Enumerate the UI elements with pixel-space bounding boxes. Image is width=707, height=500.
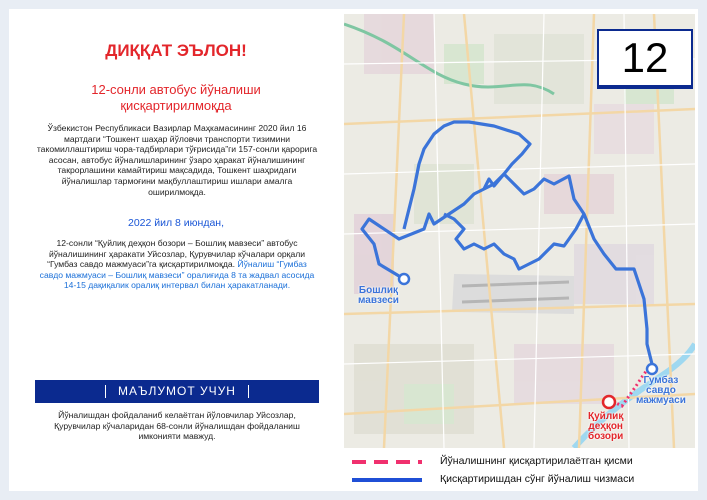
stop-west-marker xyxy=(399,274,409,284)
stop-south-label xyxy=(588,412,623,442)
route-number-box xyxy=(597,29,693,85)
effective-date: 2022 йил 8 июндан, xyxy=(127,217,225,229)
legend-row-shortened xyxy=(344,452,695,470)
stop-south-line-1: Қуйлиқ xyxy=(588,411,624,422)
intro-paragraph: Ўзбекистон Республикаси Вазирлар Маҳкамасининг 2020 йил 16 мартдаги “Тошкент шаҳар йўловчи транспорти тизимини такомиллаштириш чора-тадбирлари тўғрисида”ги 157-сонли қарорига асосан, автобус йўналишларининг ўзаро ҳаракат йўналишининг такрорлашини камайтириш мақсадида, Тошкент шаҳридаги йўналишлар тармоғини мақбуллаштириш ишлари амалга оширилмоқда. xyxy=(36,123,318,197)
alternative-paragraph: Йўналишдан фойдаланиб келаётган йўловчилар Уйсозлар, Қурувчилар кўчаларидан 68-сонли йўналишдан фойдаланиш имконияти мавжуд. xyxy=(54,410,300,442)
change-text: 12-сонли “Қуйлиқ деҳқон бозори – Бошлиқ мавзеси” автобус йўналишининг ҳаракати Уйсозлар, Қурувчилар кўчалари орқали “Гумбаз савдо мажмуаси”га қисқартирилмоқда. xyxy=(47,238,306,270)
stop-east-marker xyxy=(647,364,657,374)
stop-east-line-1: Гумбаз xyxy=(643,375,679,386)
subtitle xyxy=(49,82,303,114)
stop-west-line-2: мавзеси xyxy=(358,295,399,306)
change-paragraph xyxy=(35,238,319,291)
subtitle-line-1: 12-сонли автобус йўналиши xyxy=(91,82,261,97)
notice-poster xyxy=(9,9,698,491)
map-legend xyxy=(344,450,695,491)
headline: ДИҚҚАТ ЭЪЛОН! xyxy=(105,41,247,60)
legend-solid-line xyxy=(352,478,422,482)
legend-shortened-label: Йўналишнинг қисқартирилаётган қисми xyxy=(440,455,633,467)
stop-west-line-1: Бошлиқ xyxy=(358,285,399,296)
info-banner xyxy=(35,380,319,403)
info-label: МАЪЛУМОТ УЧУН xyxy=(105,385,249,398)
notice-text-panel xyxy=(9,9,343,491)
stop-east-line-2: савдо xyxy=(646,385,676,396)
stop-east-label xyxy=(636,376,686,406)
route-number: 12 xyxy=(621,34,669,81)
subtitle-line-2: қисқартирилмоқда xyxy=(120,98,232,113)
schedule-text: Йўналиш “Гумбаз савдо мажмуаси – Бошлиқ мавзеси” оралиғида 8 та жадвал асосида 14-15 дақиқалик оралиқ интервал билан ҳаракатланади. xyxy=(39,259,315,291)
stop-west-label xyxy=(358,286,399,306)
legend-dashed-line xyxy=(352,460,422,464)
stop-south-marker xyxy=(603,396,615,408)
route-number-underline xyxy=(597,85,693,89)
stop-east-line-3: мажмуаси xyxy=(636,395,686,406)
stop-south-line-3: бозори xyxy=(588,431,624,442)
legend-new-route-label: Қисқартиришдан сўнг йўналиш чизмаси xyxy=(440,473,635,485)
legend-row-new-route xyxy=(344,470,695,488)
stop-south-line-2: деҳқон xyxy=(588,421,623,432)
